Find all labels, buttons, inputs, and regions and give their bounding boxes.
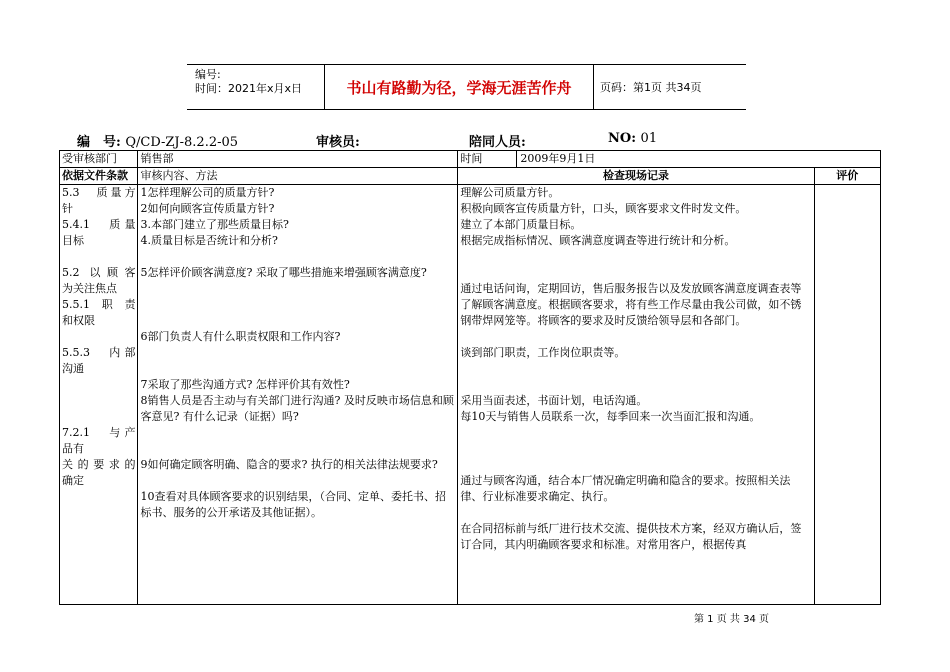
- header-time-label: 时间：2021年x月x日: [195, 82, 303, 95]
- content-item: 2如何向顾客宣传质量方针?: [140, 202, 275, 215]
- record-item: 在合同招标前与纸厂进行技术交流、提供技术方案，经双方确认后，签订合同，其内明确顾客要求和标准。对常用客户，根据传真: [460, 522, 802, 551]
- record-item: 通过电话问询，定期回访，售后服务报告以及发放顾客满意度调查表等了解顾客满意度。根据顾客要求，将有些工作尽量由我公司做，如不锈钢带焊网笼等。将顾客的要求及时反馈给领导层和各部门。: [460, 282, 802, 327]
- form-number-value: Q/CD-ZJ-8.2.2-05: [125, 135, 239, 150]
- content-cell: [138, 185, 458, 605]
- basis-line: 和权限: [62, 314, 95, 327]
- audit-table: [59, 150, 881, 605]
- record-no: [608, 131, 657, 146]
- page-footer: 第 1 页 共 34 页: [694, 614, 769, 625]
- content-item: 5怎样评价顾客满意度? 采取了哪些措施来增强顾客满意度?: [140, 266, 427, 279]
- basis-line: 5.3 质量方: [62, 186, 136, 199]
- record-item: 采用当面表述，书面计划，电话沟通。: [460, 394, 648, 407]
- basis-line: 针: [62, 202, 73, 215]
- content-item: 3.本部门建立了那些质量目标?: [140, 218, 289, 231]
- content-item: 6部门负责人有什么职责权限和工作内容?: [140, 330, 341, 343]
- content-item: 10查看对具体顾客要求的识别结果，（合同、定单、委托书、招标书、服务的公开承诺及其他证据）。: [140, 490, 446, 519]
- content-item: 9如何确定顾客明确、隐含的要求? 执行的相关法律法规要求?: [140, 458, 438, 471]
- record-cell: [458, 185, 814, 605]
- header-meta: [187, 65, 325, 109]
- content-item: 8销售人员是否主动与有关部门进行沟通? 及时反映市场信息和顾客意见? 有什么记录（证据）吗?: [140, 394, 454, 423]
- basis-line: 5.2 以顾客: [62, 266, 136, 279]
- companion-label: 陪同人员:: [469, 135, 526, 150]
- basis-line: 7.2.1 与产: [62, 426, 136, 439]
- record-item: 通过与顾客沟通，结合本厂情况确定明确和隐含的要求。按照相关法律、行业标准要求确定、执行。: [460, 474, 791, 503]
- basis-line: 沟通: [62, 362, 84, 375]
- record-no-label: NO:: [608, 131, 637, 146]
- time-value: 2009年9月1日: [520, 152, 596, 165]
- audit-body-row: [60, 185, 881, 605]
- record-item: 每10天与销售人员联系一次，每季回来一次当面汇报和沟通。: [460, 410, 761, 423]
- column-header-row: [60, 168, 881, 185]
- basis-line: 品有: [62, 442, 84, 455]
- basis-line: 关的要求的: [62, 458, 136, 471]
- basis-line: 5.5.3 内部: [62, 346, 136, 359]
- basis-line: 5.5.1 职 责: [62, 298, 136, 311]
- time-cell: [458, 151, 881, 168]
- time-label: 时间: [458, 151, 517, 167]
- col-eval-header: 评价: [814, 168, 880, 185]
- col-content-header: 审核内容、方法: [138, 168, 458, 185]
- record-item: 理解公司质量方针。: [460, 186, 560, 199]
- auditor-label: 审核员:: [316, 135, 360, 150]
- basis-cell: [60, 185, 138, 605]
- form-number-label: 编 号:: [77, 135, 121, 150]
- basis-line: 为关注焦点: [62, 282, 117, 295]
- header-number-label: 编号:: [195, 68, 221, 81]
- document-header: [187, 64, 746, 110]
- col-record-header: 检查现场记录: [458, 168, 814, 185]
- record-item: 积极向顾客宣传质量方针，口头，顾客要求文件时发文件。: [460, 202, 747, 215]
- dept-label: 受审核部门: [60, 151, 138, 168]
- content-item: 7采取了那些沟通方式? 怎样评价其有效性?: [140, 378, 350, 391]
- content-item: 1怎样理解公司的质量方针?: [140, 186, 275, 199]
- form-number: [77, 131, 238, 150]
- basis-line: 确定: [62, 474, 84, 487]
- basis-line: 5.4.1 质量: [62, 218, 136, 231]
- record-no-value: 01: [640, 131, 658, 146]
- dept-row: [60, 151, 881, 168]
- dept-value: 销售部: [138, 151, 458, 168]
- content-item: 4.质量目标是否统计和分析?: [140, 234, 278, 247]
- record-item: 谈到部门职责，工作岗位职责等。: [460, 346, 626, 359]
- record-item: 根据完成指标情况、顾客满意度调查等进行统计和分析。: [460, 234, 736, 247]
- basis-line: 目标: [62, 234, 84, 247]
- record-item: 建立了本部门质量目标。: [460, 218, 582, 231]
- col-basis-header: 依据文件条款: [60, 168, 138, 185]
- header-motto: 书山有路勤为径，学海无涯苦作舟: [325, 65, 594, 109]
- eval-cell: [814, 185, 880, 605]
- header-page-info: 页码：第1页 共34页: [600, 81, 702, 94]
